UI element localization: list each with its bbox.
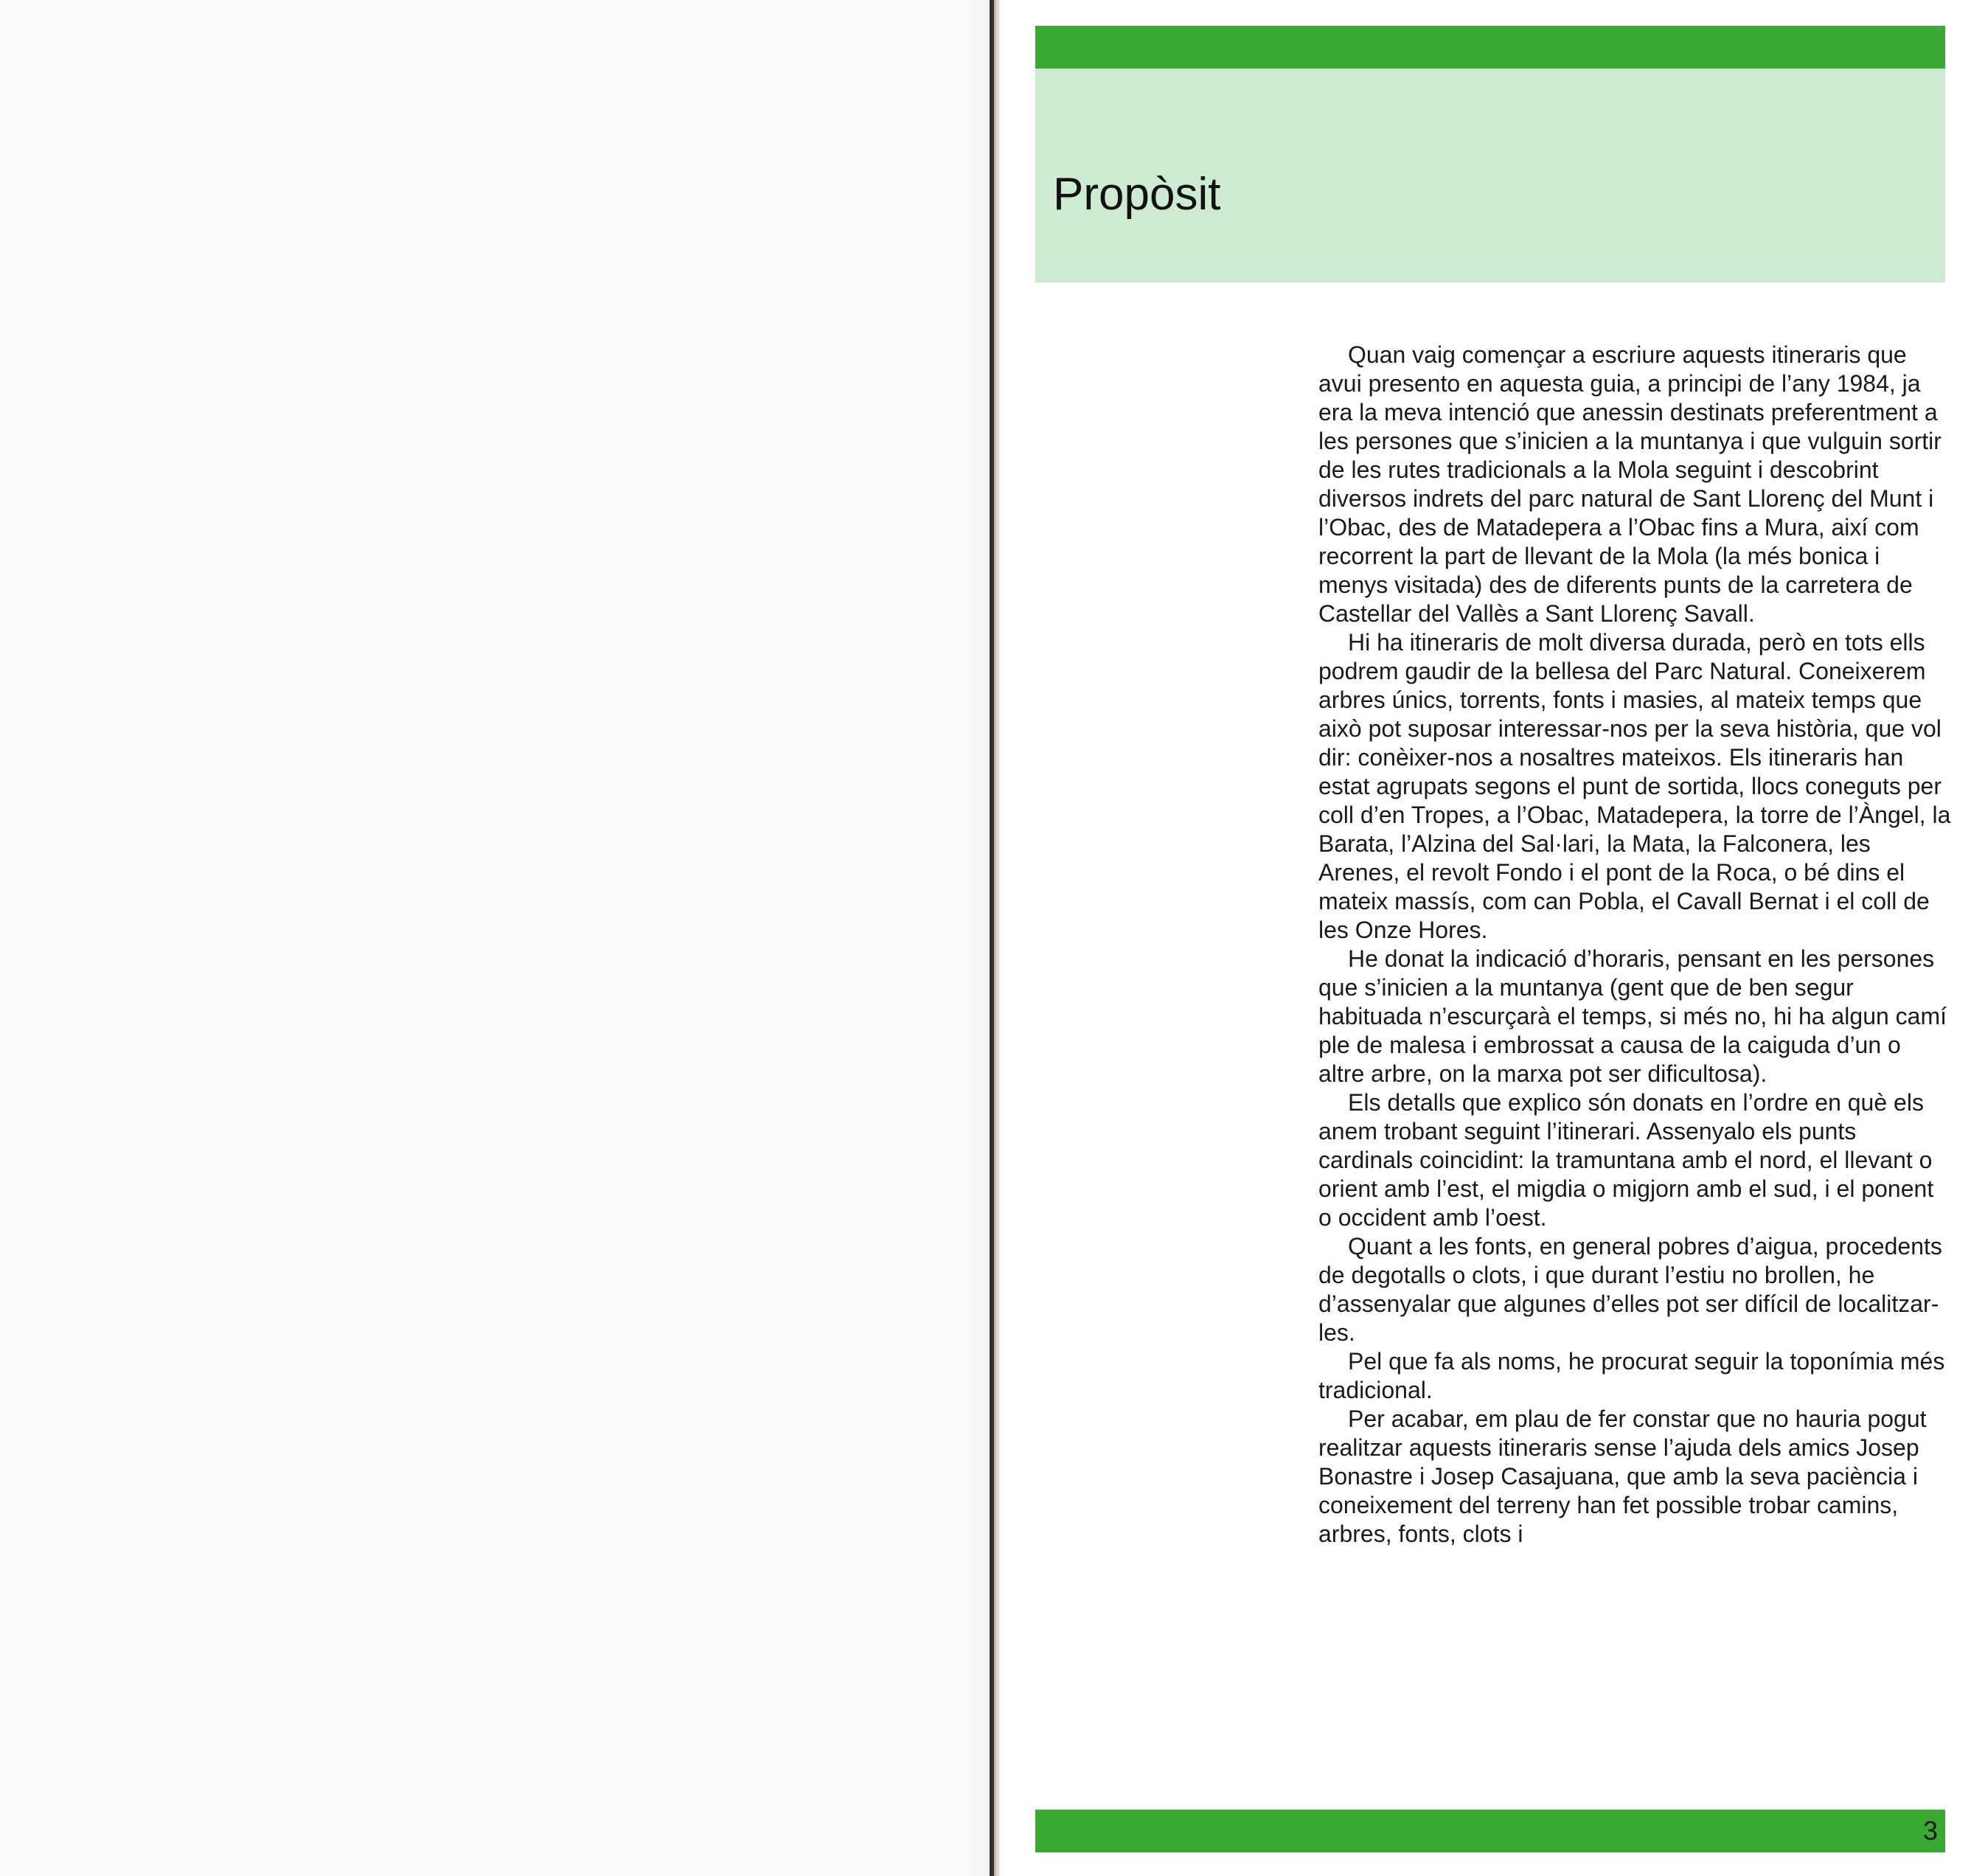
- paragraph-5: Quant a les fonts, en general pobres d’aigua, procedents de degotalls o clots, i que durant l’estiu no brollen, he d’assenyalar que algunes d’elles pot ser difícil de localitzar-les.: [1318, 1233, 1942, 1346]
- top-green-band: [1035, 26, 1945, 69]
- left-page-blank: [0, 0, 981, 1876]
- paragraph-2: Hi ha itineraris de molt diversa durada, però en tots ells podrem gaudir de la bellesa del Parc Natural. Coneixerem arbres únics, torrents, fonts i masies, al mateix temps que això pot suposar interessar-nos per la seva història, que vol dir: conèixer-nos a nosaltres mateixos. Els itineraris han estat agrupats segons el punt de sortida, llocs coneguts per coll d’en Tropes, a l’Obac, Matadepera, la torre de l’Àngel, la Barata, l’Alzina del Sal·lari, la Mata, la Falconera, les Arenes, el revolt Fondo i el pont de la Roca, o bé dins el mateix massís, com can Pobla, el Cavall Bernat i el coll de les Onze Hores.: [1318, 629, 1951, 943]
- paragraph-1: Quan vaig començar a escriure aquests itineraris que avui presento en aquesta guia, a principi de l’any 1984, ja era la meva intenció que anessin destinats preferentment a les persones que s’inicien a la muntanya i que vulguin sortir de les rutes tradicionals a la Mola seguint i descobrint diversos indrets del parc natural de Sant Llorenç del Munt i l’Obac, des de Matadepera a l’Obac fins a Mura, així com recorrent la part de llevant de la Mola (la més bonica i menys visitada) des de diferents punts de la carretera de Castellar del Vallès a Sant Llorenç Savall.: [1318, 341, 1942, 627]
- page-title: Propòsit: [1053, 169, 1221, 220]
- paragraph-6: Pel que fa als noms, he procurat seguir la toponímia més tradicional.: [1318, 1348, 1945, 1403]
- page-fold: [994, 0, 1000, 1876]
- body-text: [1318, 341, 1953, 1549]
- paragraph-3: He donat la indicació d’horaris, pensant en les persones que s’inicien a la muntanya (gent que de ben segur habituada n’escurçarà el temps, si més no, hi ha algun camí ple de malesa i embrossat a causa de la caiguda d’un o altre arbre, on la marxa pot ser dificultosa).: [1318, 945, 1947, 1087]
- page-number: 3: [1922, 1816, 1938, 1846]
- paragraph-7: Per acabar, em plau de fer constar que no hauria pogut realitzar aquests itineraris sense l’ajuda dels amics Josep Bonastre i Josep Casajuana, que amb la seva paciència i coneixement del terreny han fet possible trobar camins, arbres, fonts, clots i: [1318, 1406, 1927, 1547]
- bottom-green-band: [1035, 1810, 1945, 1852]
- paragraph-4: Els detalls que explico són donats en l’ordre en què els anem trobant seguint l’itinerari. Assenyalo els punts cardinals coincidint: la tramuntana amb el nord, el llevant o orient amb l’est, el migdia o migjorn amb el sud, i el ponent o occident amb l’oest.: [1318, 1089, 1934, 1231]
